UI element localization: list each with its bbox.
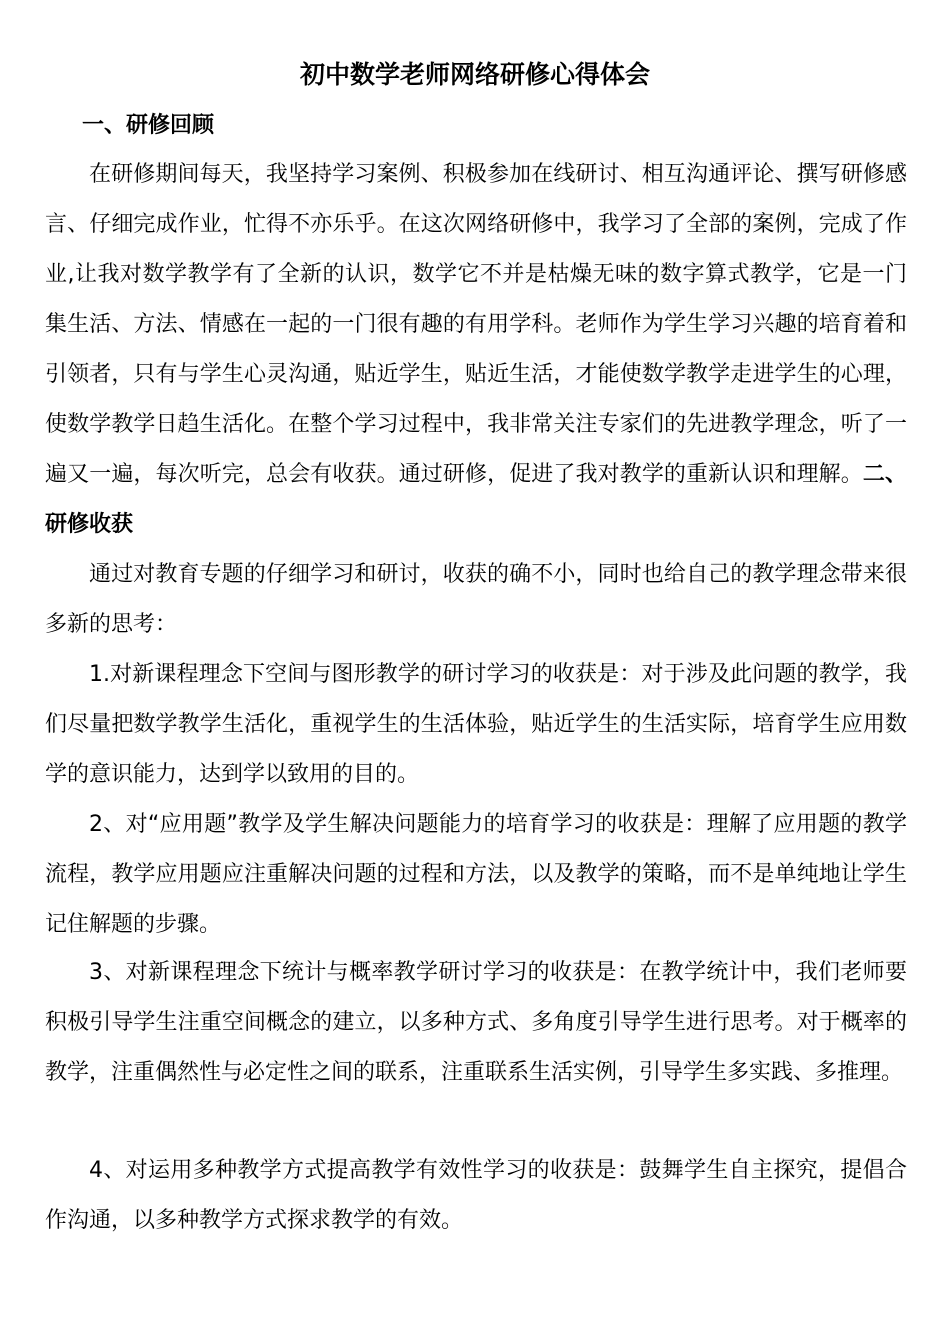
paragraph-review xyxy=(45,150,907,550)
paragraph-gain-1: 1.对新课程理念下空间与图形教学的研讨学习的收获是：对于涉及此问题的教学，我们尽量把数学教学生活化，重视学生的生活体验，贴近学生的生活实际，培育学生应用数学的意识能力，达到学以致用的目的。 xyxy=(45,662,907,787)
document-title: 初中数学老师网络研修心得体会 xyxy=(299,60,650,89)
paragraph-gains-intro: 通过对教育专题的仔细学习和研讨，收获的确不小，同时也给自己的教学理念带来很多新的思考： xyxy=(45,562,907,637)
paragraph-gain-2: 2、对“应用题”教学及学生解决问题能力的培育学习的收获是：理解了应用题的教学流程，教学应用题应注重解决问题的过程和方法，以及教学的策略，而不是单纯地让学生记住解题的步骤。 xyxy=(45,812,907,937)
paragraph-gain-3: 3、对新课程理念下统计与概率教学研讨学习的收获是：在教学统计中，我们老师要积极引导学生注重空间概念的建立，以多种方式、多角度引导学生进行思考。对于概率的教学，注重偶然性与必定性之间的联系，注重联系生活实例，引导学生多实践、多推理。 xyxy=(45,960,907,1085)
paragraph-gain-4: 4、对运用多种教学方式提高教学有效性学习的收获是：鼓舞学生自主探究，提倡合作沟通，以多种教学方式探求教学的有效。 xyxy=(45,1158,907,1233)
section-heading-review: 一、研修回顾 xyxy=(82,113,215,138)
paragraph-review-text: 在研修期间每天，我坚持学习案例、积极参加在线研讨、相互沟通评论、撰写研修感言、仔细完成作业，忙得不亦乐乎。在这次网络研修中，我学习了全部的案例，完成了作业,让我对数学教学有了全新的认识，数学它不并是枯燥无味的数字算式教学，它是一门集生活、方法、情感在一起的一门很有趣的有用学科。老师作为学生学习兴趣的培育着和引领者，只有与学生心灵沟通，贴近学生，贴近生活，才能使数学教学走进学生的心理，使数学教学日趋生活化。在整个学习过程中，我非常关注专家们的先进教学理念，听了一遍又一遍，每次听完，总会有收获。通过研修，促进了我对教学的重新认识和理解。 xyxy=(45,162,907,487)
section-heading-gains: 二、研修收获 xyxy=(45,462,907,537)
